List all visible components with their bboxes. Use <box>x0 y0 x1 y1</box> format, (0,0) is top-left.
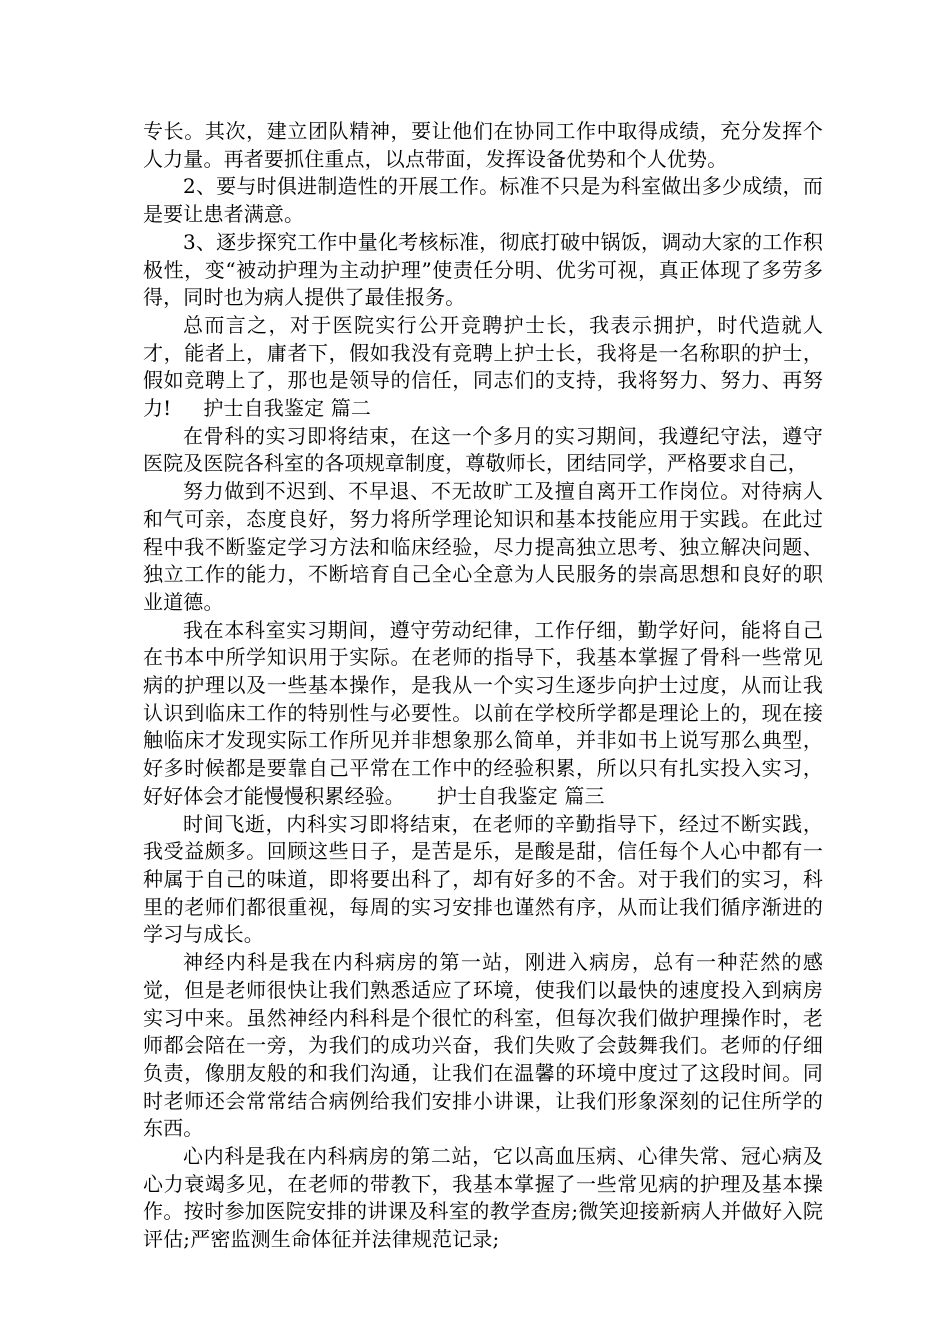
paragraph <box>143 949 823 1143</box>
body-text <box>143 118 823 1254</box>
paragraph-text: 专长。其次，建立团队精神，要让他们在协同工作中取得成绩，充分发挥个人力量。再者要抓住重点，以点带面，发挥设备优势和个人优势。 <box>143 119 823 171</box>
paragraph-text: 心内科是我在内科病房的第二站，它以高血压病、心律失常、冠心病及心力衰竭多见，在老师的带教下，我基本掌握了一些常见病的护理及基本操作。按时参加医院安排的讲课及科室的教学查房;微笑迎接新病人并做好入院评估;严密监测生命体征并法律规范记录; <box>143 1144 823 1252</box>
paragraph-text: 在骨科的实习即将结束，在这一个多月的实习期间，我遵纪守法，遵守医院及医院各科室的各项规章制度，尊敬师长，团结同学，严格要求自己， <box>143 423 823 476</box>
paragraph <box>143 118 823 173</box>
paragraph <box>143 617 823 811</box>
paragraph-text: 神经内科是我在内科病房的第一站，刚进入病房，总有一种茫然的感觉，但是老师很快让我们熟悉适应了环境，使我们以最快的速度投入到病房实习中来。虽然神经内科科是个很忙的科室，但每次我们做护理操作时，老师都会陪在一旁，为我们的成功兴奋，我们失败了会鼓舞我们。老师的仔细负责，像朋友般的和我们沟通，让我们在温馨的环境中度过了这段时间。同时老师还会常常结合病例给我们安排小讲课，让我们形象深刻的记住所学的东西。 <box>143 950 823 1141</box>
paragraph <box>143 423 823 478</box>
paragraph-text: 努力做到不迟到、不早退、不无故旷工及擅自离开工作岗位。对待病人和气可亲，态度良好，努力将所学理论知识和基本技能应用于实践。在此过程中我不断鉴定学习方法和临床经验，尽力提高独立思考、独立解决问题、独立工作的能力，不断培育自己全心全意为人民服务的崇高思想和良好的职业道德。 <box>143 479 823 614</box>
section-heading: 护士自我鉴定 篇三 <box>436 783 605 808</box>
paragraph <box>143 478 823 617</box>
paragraph <box>143 1143 823 1254</box>
paragraph <box>143 811 823 950</box>
paragraph <box>143 312 823 423</box>
paragraph-text: 3、逐步探究工作中量化考核标准，彻底打破中锅饭，调动大家的工作积极性，变“被动护理为主动护理”使责任分明、优劣可视，真正体现了多劳多得，同时也为病人提供了最佳报务。 <box>143 229 823 310</box>
paragraph-text: 2、要与时俱进制造性的开展工作。标准不只是为科室做出多少成绩，而是要让患者满意。 <box>143 174 823 227</box>
paragraph <box>143 229 823 312</box>
section-heading: 护士自我鉴定 篇二 <box>203 396 372 421</box>
paragraph-text: 我在本科室实习期间，遵守劳动纪律，工作仔细，勤学好问，能将自己在书本中所学知识用于实际。在老师的指导下，我基本掌握了骨科一些常见病的护理以及一些基本操作，是我从一个实习生逐步向护士过度，从而让我认识到临床工作的特别性与必要性。以前在学校所学都是理论上的，现在接触临床才发现实际工作所见并非想象那么简单，并非如书上说写那么典型，好多时候都是要靠自己平常在工作中的经验积累，所以只有扎实投入实习，好好体会才能慢慢积累经验。 <box>143 617 823 808</box>
paragraph <box>143 173 823 228</box>
paragraph-text: 总而言之，对于医院实行公开竞聘护士长，我表示拥护，时代造就人才，能者上，庸者下，假如我没有竞聘上护士长，我将是一名称职的护士，假如竞聘上了，那也是领导的信任，同志们的支持，我将努力、努力、再努力! <box>143 312 823 421</box>
paragraph-text: 时间飞逝，内科实习即将结束，在老师的辛勤指导下，经过不断实践，我受益颇多。回顾这些日子，是苦是乐，是酸是甜，信任每个人心中都有一种属于自己的味道，即将要出科了，却有好多的不舍。对于我们的实习，科里的老师们都很重视，每周的实习安排也谨然有序，从而让我们循序渐进的学习与成长。 <box>143 811 823 947</box>
